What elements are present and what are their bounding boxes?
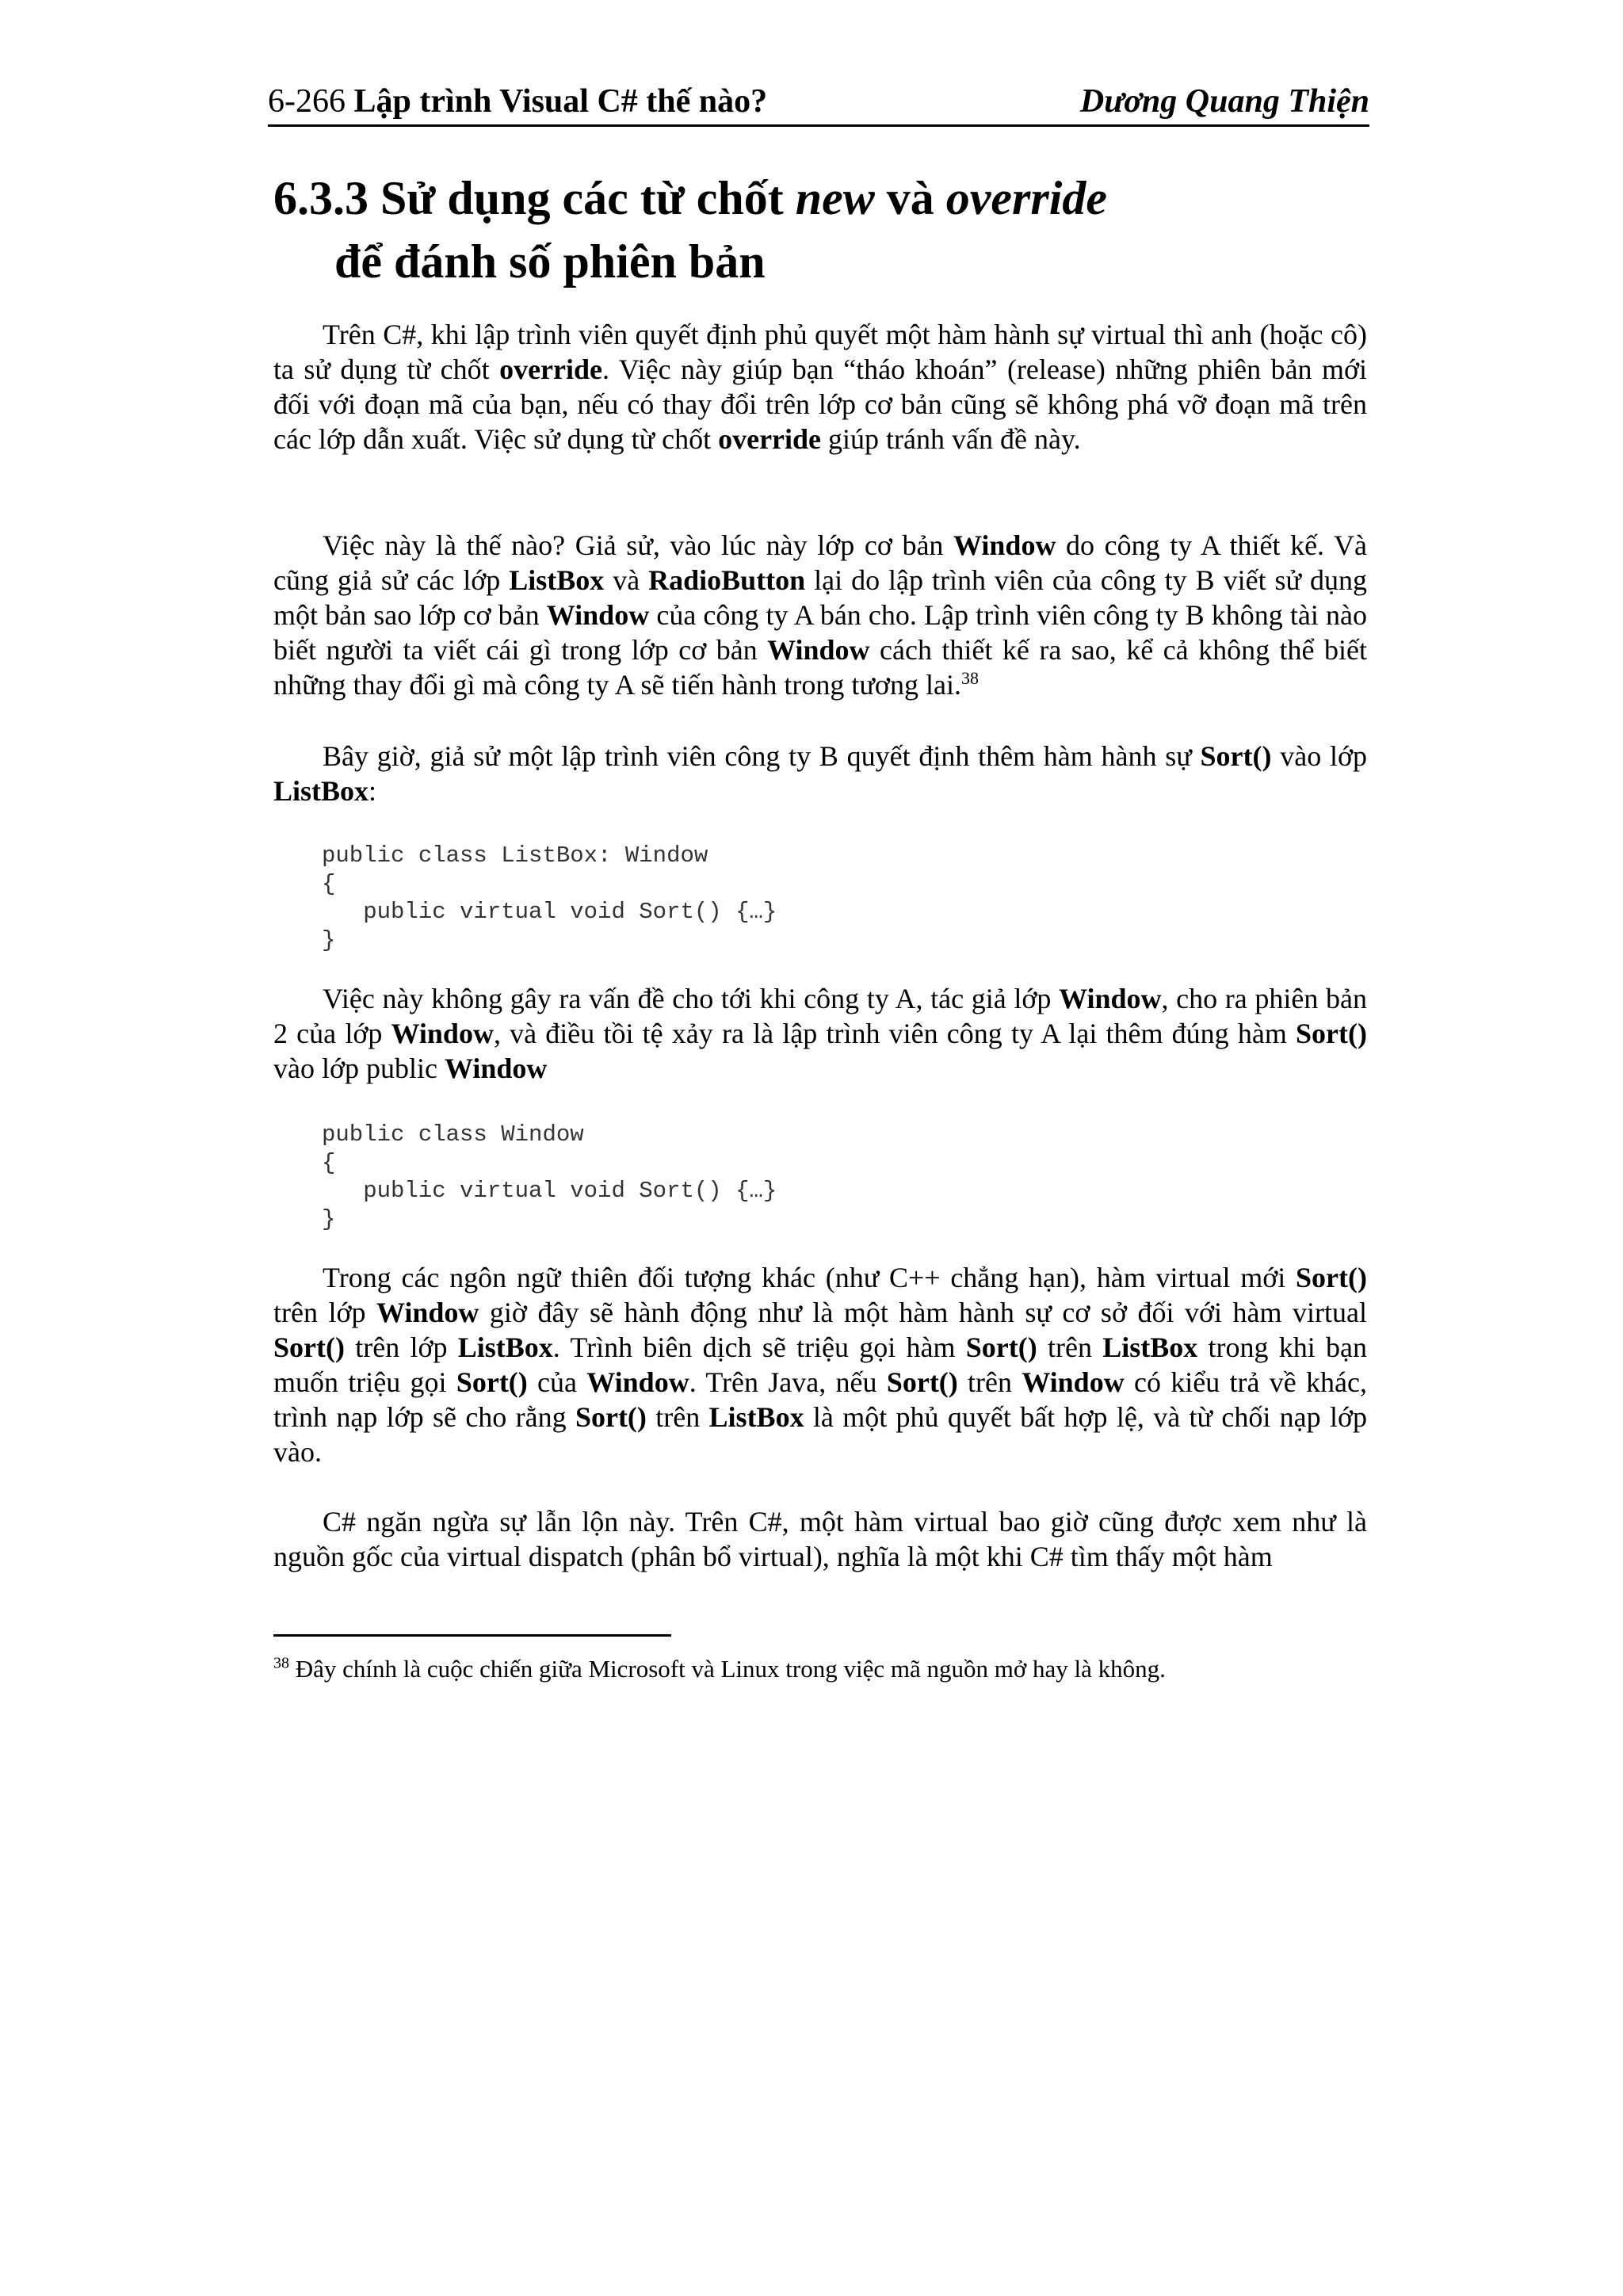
bold-term: Sort(): [456, 1366, 528, 1398]
author-name: Dương Quang Thiện: [1079, 83, 1369, 120]
bold-term: ListBox: [1102, 1331, 1198, 1363]
code-line: public class Window: [322, 1121, 584, 1148]
bold-term: Window: [953, 529, 1056, 561]
footnote-reference[interactable]: 38: [960, 668, 979, 688]
text-run: Bây giờ, giả sử một lập trình viên công ty B quyết định thêm hàm hành sự: [323, 740, 1201, 772]
header-rule: [268, 124, 1369, 127]
text-run: . Trình biên dịch sẽ triệu gọi hàm: [552, 1331, 966, 1363]
footnote-text: Đây chính là cuộc chiến giữa Microsoft và Linux trong việc mã nguồn mở hay là không.: [289, 1655, 1166, 1683]
bold-term: override: [499, 353, 603, 385]
section-title-conjunction: và: [886, 172, 934, 224]
bold-term: Window: [376, 1297, 479, 1328]
footnote-38: [273, 1653, 1367, 1685]
code-listing-1: [322, 842, 777, 954]
bold-term: Sort(): [1296, 1018, 1367, 1049]
text-run: trên lớp: [344, 1331, 458, 1363]
code-line: public virtual void Sort() {…}: [322, 899, 777, 925]
bold-term: RadioButton: [648, 564, 806, 596]
page-number: 6-266: [268, 83, 346, 120]
bold-term: ListBox: [708, 1401, 804, 1433]
code-line: public virtual void Sort() {…}: [322, 1178, 777, 1204]
text-run: và: [604, 564, 649, 596]
paragraph-5: [273, 1260, 1367, 1469]
code-line: public class ListBox: Window: [322, 842, 708, 869]
text-run: của công ty A bán cho. Lập trình viên công ty B không tài nào biết người ta viết cái gì trong lớp cơ bản: [273, 599, 1367, 666]
text-run: của: [527, 1366, 587, 1398]
text-run: . Việc này giúp bạn “tháo khoán” (release) những phiên bản mới đối với đoạn mã của bạn, nếu có thay đổi trên lớp cơ bản cũng sẽ không phá vỡ đoạn mã trên các lớp dẫn xuất. Việc sử dụng từ chốt: [273, 353, 1368, 455]
section-number: 6.3.3: [273, 172, 369, 224]
text-run: Trên C#, khi lập trình viên quyết định phủ quyết một hàm hành sự virtual thì anh (hoặc cô) ta sử dụng từ chốt: [273, 319, 1367, 385]
text-run: vào lớp: [1271, 740, 1367, 772]
bold-term: Window: [546, 599, 650, 631]
paragraph-3: [273, 739, 1367, 808]
header-left: [268, 76, 767, 127]
bold-term: Window: [586, 1366, 689, 1398]
bold-term: ListBox: [509, 564, 605, 596]
running-header: [268, 76, 1369, 127]
paragraph-1: [273, 317, 1367, 457]
keyword-new: new: [795, 172, 875, 224]
footnote-separator: [273, 1634, 671, 1637]
text-run: giúp tránh vấn đề này.: [821, 423, 1081, 455]
text-run: Việc này không gây ra vấn đề cho tới khi công ty A, tác giả lớp: [323, 983, 1060, 1014]
text-run: vào lớp public: [273, 1052, 445, 1084]
bold-term: ListBox: [457, 1331, 553, 1363]
text-run: giờ đây sẽ hành động như là một hàm hành sự cơ sở đối với hàm virtual: [479, 1297, 1367, 1328]
text-run: trên: [646, 1401, 709, 1433]
text-run: là một phủ quyết bất hợp lệ, và từ chối nạp lớp vào.: [273, 1401, 1368, 1468]
bold-term: Sort(): [273, 1331, 345, 1363]
text-run: do công ty A thiết kế. Và cũng giả sử các lớp: [273, 529, 1367, 596]
text-run: trong khi bạn muốn triệu gọi: [273, 1331, 1367, 1398]
section-heading-line-1: [273, 166, 1107, 230]
code-line: {: [322, 870, 336, 897]
bold-term: Sort(): [1200, 740, 1272, 772]
bold-term: Sort(): [886, 1366, 958, 1398]
text-run: C# ngăn ngừa sự lẫn lộn này. Trên C#, một hàm virtual bao giờ cũng được xem như là nguồn gốc của virtual dispatch (phân bổ virtual), nghĩa là một khi C# tìm thấy một hàm: [273, 1506, 1367, 1572]
code-listing-2: [322, 1121, 777, 1233]
text-run: Trong các ngôn ngữ thiên đối tượng khác (như C++ chẳng hạn), hàm virtual mới: [323, 1262, 1296, 1293]
text-run: cách thiết kế ra sao, kể cả không thể biết những thay đổi gì mà công ty A sẽ tiến hành trong tương lai.: [273, 634, 1367, 701]
section-title-part: Sử dụng các từ chốt: [380, 172, 784, 224]
paragraph-4: [273, 981, 1367, 1086]
text-run: , cho ra phiên bản 2 của lớp: [273, 983, 1368, 1049]
text-run: , và điều tồi tệ xảy ra là lập trình viên công ty A lại thêm đúng hàm: [493, 1018, 1296, 1049]
bold-term: Window: [391, 1018, 494, 1049]
bold-term: ListBox: [273, 775, 369, 807]
code-line: }: [322, 1205, 336, 1232]
code-line: }: [322, 926, 336, 953]
bold-term: Window: [1059, 983, 1162, 1014]
bold-term: Window: [767, 634, 870, 666]
text-run: Việc này là thế nào? Giả sử, vào lúc này lớp cơ bản: [323, 529, 954, 561]
footnote-number: 38: [273, 1654, 289, 1672]
bold-term: Window: [1022, 1366, 1125, 1398]
code-line: {: [322, 1149, 336, 1176]
bold-term: Sort(): [1296, 1262, 1367, 1293]
section-heading-line-2: để đánh số phiên bản: [334, 235, 766, 288]
paragraph-6: [273, 1504, 1367, 1574]
paragraph-2: [273, 528, 1367, 702]
bold-term: Sort(): [965, 1331, 1037, 1363]
keyword-override: override: [945, 172, 1108, 224]
text-run: :: [369, 775, 377, 807]
text-run: trên: [957, 1366, 1022, 1398]
section-heading: [273, 166, 1107, 293]
bold-term: Sort(): [575, 1401, 647, 1433]
book-title: Lập trình Visual C# thế nào?: [353, 83, 768, 120]
text-run: trên: [1037, 1331, 1103, 1363]
bold-term: Window: [445, 1052, 548, 1084]
text-run: . Trên Java, nếu: [689, 1366, 887, 1398]
text-run: trên lớp: [273, 1297, 377, 1328]
text-run: lại do lập trình viên của công ty B viết sử dụng một bản sao lớp cơ bản: [273, 564, 1367, 631]
text-run: có kiểu trả về khác, trình nạp lớp sẽ cho rằng: [273, 1366, 1367, 1433]
bold-term: override: [718, 423, 822, 455]
